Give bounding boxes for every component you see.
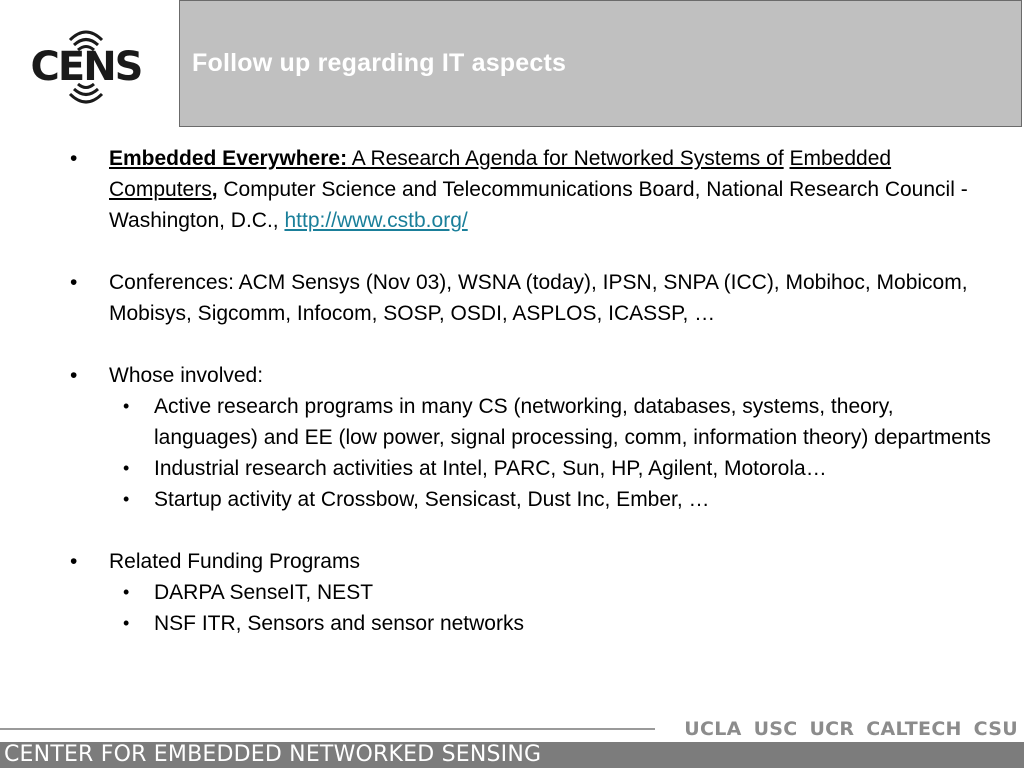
sub-bullet-text: NSF ITR, Sensors and sensor networks [154, 612, 524, 635]
bullet-dot: • [70, 364, 78, 387]
bullet-conferences [70, 267, 1000, 329]
sub-bullet-startup-activity [70, 484, 1000, 515]
book-title-part2: Embedded Computers [109, 147, 892, 201]
footer-center-name: CENTER FOR EMBEDDED NETWORKED SENSING [4, 742, 542, 767]
whose-involved-label: Whose involved: [109, 364, 264, 387]
sub-bullet-dot: • [123, 582, 130, 602]
sub-bullet-darpa [70, 577, 1000, 608]
svg-text:CENS: CENS [30, 44, 142, 90]
book-title-part1: A Research Agenda for Networked Systems of [347, 147, 784, 170]
bullet-dot: • [70, 271, 78, 294]
page-title: Follow up regarding IT aspects [192, 49, 567, 77]
funding-label: Related Funding Programs [109, 550, 360, 573]
book-title-comma: , [211, 178, 218, 201]
sub-bullet-text: Active research programs in many CS (networking, databases, systems, theory, languages) and EE (low power, signal processing, comm, information theory) departments [154, 395, 991, 449]
sub-bullet-research-programs [70, 391, 1000, 453]
footer-universities: UCLA USC UCR CALTECH CSU [684, 718, 1018, 740]
sub-bullet-dot: • [123, 613, 130, 633]
footer-divider [0, 728, 655, 730]
sub-bullet-nsf [70, 608, 1000, 639]
title-box [179, 0, 1022, 127]
bullet-embedded-everywhere [70, 143, 1000, 236]
sub-bullet-dot: • [123, 489, 130, 509]
sub-bullet-dot: • [123, 396, 130, 416]
cstb-link[interactable]: http://www.cstb.org/ [284, 209, 468, 232]
embedded-details: Computer Science and Telecommunications Board, National Research Council - Washington, D.C., [109, 178, 968, 232]
bullet-dot: • [70, 550, 78, 573]
bullet-whose-involved [70, 360, 1000, 391]
sub-bullet-industrial-research [70, 453, 1000, 484]
slide-content [70, 143, 1000, 639]
sub-bullet-text: DARPA SenseIT, NEST [154, 581, 374, 604]
sub-bullet-dot: • [123, 458, 130, 478]
footer-bar [0, 742, 1024, 768]
sub-bullet-text: Startup activity at Crossbow, Sensicast, Dust Inc, Ember, … [154, 488, 710, 511]
conferences-text: Conferences: ACM Sensys (Nov 03), WSNA (today), IPSN, SNPA (ICC), Mobihoc, Mobicom, Mobisys, Sigcomm, Infocom, SOSP, OSDI, ASPLOS, ICASSP, … [109, 271, 968, 325]
embedded-bold-label: Embedded Everywhere: [109, 147, 348, 170]
cens-logo [22, 26, 150, 106]
sub-bullet-text: Industrial research activities at Intel, PARC, Sun, HP, Agilent, Motorola… [154, 457, 827, 480]
bullet-funding-programs [70, 546, 1000, 577]
bullet-dot: • [70, 147, 78, 170]
